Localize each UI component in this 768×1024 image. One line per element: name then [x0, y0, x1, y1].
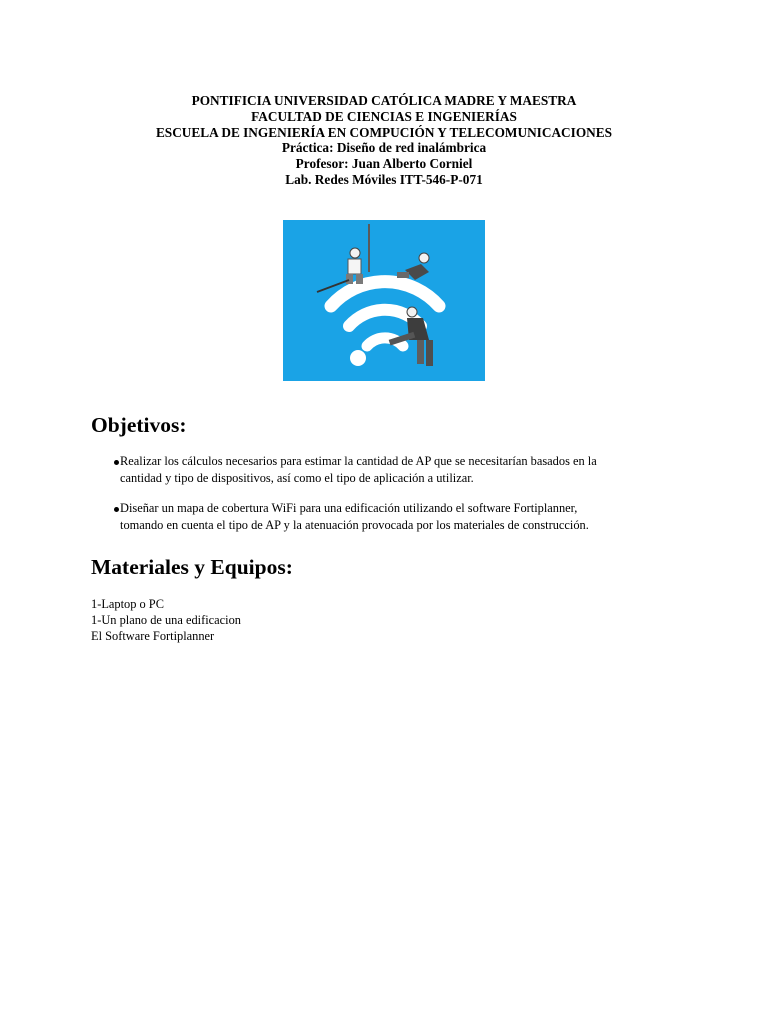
- list-item: El Software Fortiplanner: [91, 629, 215, 643]
- list-item: [91, 453, 691, 487]
- list-item: 1-Laptop o PC: [91, 597, 164, 611]
- bullet-icon: [114, 507, 119, 512]
- materials-list: [91, 596, 241, 644]
- list-item: [91, 500, 691, 534]
- objective-line: Diseñar un mapa de cobertura WiFi para una edificación utilizando el software Fortiplanner,: [120, 501, 578, 515]
- objective-line: tomando en cuenta el tipo de AP y la atenuación provocada por los materiales de construcción.: [120, 518, 589, 532]
- document-header: [0, 93, 768, 188]
- materials-heading: Materiales y Equipos:: [91, 555, 293, 579]
- objectives-list: [91, 453, 691, 547]
- bullet-icon: [114, 460, 119, 465]
- objective-line: cantidad y tipo de dispositivos, así como el tipo de aplicación a utilizar.: [120, 471, 474, 485]
- header-school: ESCUELA DE INGENIERÍA EN COMPUCIÓN Y TELECOMUNICACIONES: [155, 124, 613, 140]
- header-practice-title: Práctica: Diseño de red inalámbrica: [281, 140, 487, 156]
- objective-line: Realizar los cálculos necesarios para estimar la cantidad de AP que se necesitarían basados en la: [120, 454, 597, 468]
- objectives-heading: Objetivos:: [91, 413, 187, 437]
- header-professor: Profesor: Juan Alberto Corniel: [295, 156, 473, 172]
- wifi-icon: [283, 220, 485, 381]
- list-item: 1-Un plano de una edificacion: [91, 613, 242, 627]
- header-faculty: FACULTAD DE CIENCIAS E INGENIERÍAS: [251, 108, 517, 124]
- header-university: PONTIFICIA UNIVERSIDAD CATÓLICA MADRE Y MAESTRA: [191, 93, 577, 108]
- header-lab-code: Lab. Redes Móviles ITT-546-P-071: [285, 171, 483, 187]
- wifi-workers-illustration: [283, 220, 485, 381]
